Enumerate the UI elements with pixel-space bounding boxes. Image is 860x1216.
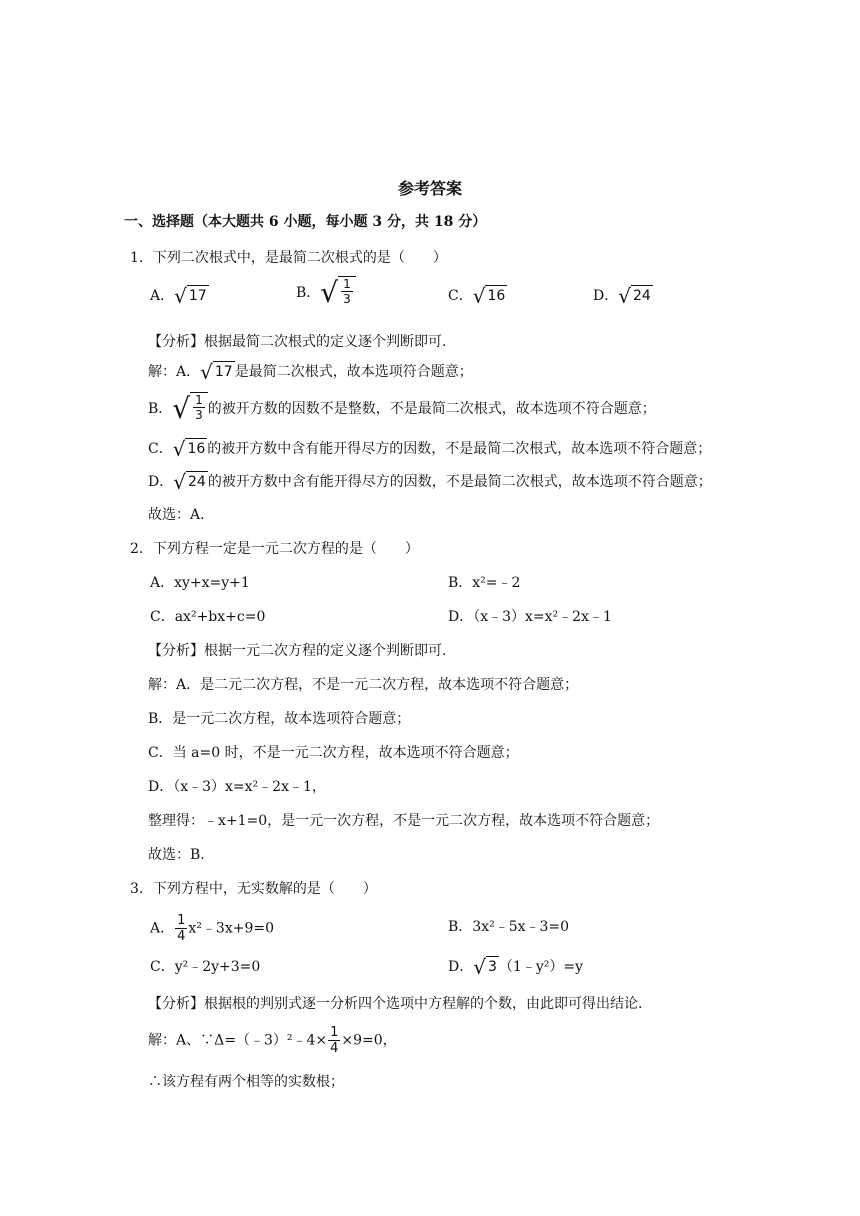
q3-option-b: B．3x²﹣5x﹣3=0: [448, 919, 570, 935]
sqrt-one-third: √ $\frac{1}{3}$: [320, 276, 355, 310]
sqrt-16: √ 16: [472, 284, 506, 308]
q1-option-a-label: A．: [150, 288, 175, 304]
q2-stem: 2．下列方程一定是一元二次方程的是（ ）: [130, 541, 419, 557]
q1-solution-b: B． √ $\frac{1}{3}$ 的被开方数的因数不是整数，不是最简二次根式，故本选项不符合题意；: [148, 392, 656, 425]
q3-solution-a-conclusion: ∴该方程有两个相等的实数根；: [148, 1074, 344, 1090]
q3-solution-a: 解：A、∵Δ=（﹣3）²﹣4× $\frac{1}{4}$ ×9=0，: [148, 1025, 397, 1056]
page-title: 参考答案: [397, 179, 462, 198]
q3-stem: 3．下列方程中，无实数解的是（ ）: [130, 881, 377, 897]
q1-option-d: [593, 284, 653, 308]
q2-answer: 故选：B.: [148, 847, 205, 863]
q2-simplification: 整理得：﹣x+1=0，是一元一次方程，不是一元二次方程，故本选项不符合题意；: [148, 813, 660, 829]
q1-stem: 1．下列二次根式中，是最简二次根式的是（ ）: [130, 250, 447, 266]
sqrt-24: √ 24: [618, 284, 651, 308]
q1-option-d-label: D．: [593, 288, 619, 304]
q2-option-d: D．（x﹣3）x=x²﹣2x﹣1: [448, 609, 612, 625]
q1-option-b: [296, 276, 356, 310]
section-heading: 一、选择题（本大题共 6 小题，每小题 3 分，共 18 分）: [124, 214, 487, 230]
q2-option-b: B．x²=﹣2: [448, 575, 521, 591]
q2-option-a: A．xy+x=y+1: [150, 575, 250, 591]
q1-solution-a: 解：A． √ 17 是最简二次根式，故本选项符合题意；: [148, 360, 473, 384]
q1-answer: 故选：A.: [148, 507, 205, 523]
q3-option-d: D． √ 3 （1﹣y²）=y: [448, 955, 583, 979]
q3-option-c: C．y²﹣2y+3=0: [150, 959, 261, 975]
sqrt-17: √ 17: [174, 284, 207, 308]
q3-analysis: 【分析】根据根的判别式逐一分析四个选项中方程解的个数，由此即可得出结论.: [148, 996, 643, 1012]
q2-solution-b: B．是一元二次方程，故本选项符合题意；: [148, 711, 411, 727]
q2-solution-a: 解：A．是二元二次方程，不是一元二次方程，故本选项不符合题意；: [148, 677, 579, 693]
q2-analysis: 【分析】根据一元二次方程的定义逐个判断即可.: [148, 643, 447, 659]
q2-option-c: C．ax²+bx+c=0: [150, 609, 266, 625]
q1-solution-d: D． √ 24 的被开方数中含有能开得尽方的因数，不是最简二次根式，故本选项不符合题意；: [148, 470, 712, 494]
q1-option-c: [448, 284, 507, 308]
q1-analysis: 【分析】根据最简二次根式的定义逐个判断即可.: [148, 334, 447, 350]
q1-option-b-label: B．: [296, 285, 321, 301]
q2-solution-d: D．（x﹣3）x=x²﹣2x﹣1，: [148, 779, 326, 795]
q1-option-c-label: C．: [448, 288, 473, 304]
q2-solution-c: C．当 a=0 时，不是一元二次方程，故本选项不符合题意；: [148, 745, 519, 761]
q1-solution-c: C． √ 16 的被开方数中含有能开得尽方的因数，不是最简二次根式，故本选项不符合题意；: [148, 437, 712, 461]
q1-option-a: [150, 284, 209, 308]
q3-option-a: A． $\frac{1}{4}$ x²﹣3x+9=0: [150, 913, 274, 944]
